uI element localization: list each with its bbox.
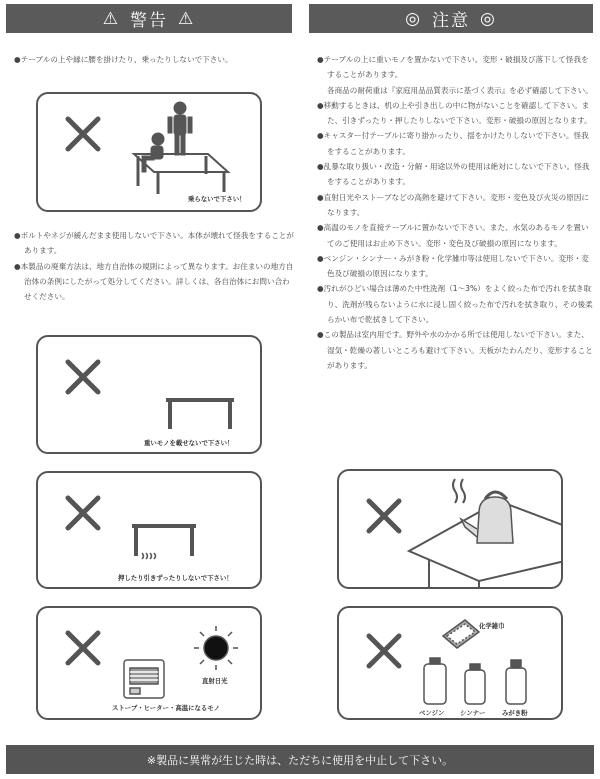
- caution-notes: [317, 52, 595, 373]
- note-item: ●移動するときは、机の上や引き出しの中に物がないことを確認して下さい。また、引きずったり・押したりしないで下さい。変形・破損の原因となります。: [317, 100, 592, 126]
- hot-item-illustration: [337, 469, 563, 589]
- caution-title: 注意: [432, 11, 470, 31]
- table-with-people-icon: [134, 102, 228, 194]
- prohibited-x-icon: [68, 633, 98, 663]
- polish-caption: みがき粉: [502, 709, 528, 717]
- drag-motion-icon: [142, 553, 156, 559]
- no-heavy-drawing: [38, 337, 262, 454]
- note-item: ●汚れがひどい場合は薄めた中性洗剤（1～3%）をよく絞った布で汚れを拭き取り、洗剤が残らないように水に浸し固く絞った布で汚れを拭き取り、その後柔らかい布で乾拭きして下さい。: [317, 284, 593, 325]
- warning-header: [6, 4, 292, 33]
- polish-bottle-icon: [506, 660, 526, 704]
- caution-header: [309, 4, 593, 33]
- table-icon: [166, 400, 234, 429]
- note-item: ●本製品の廃棄方法は、地方自治体の規則によって異なります。お住まいの地方自治体の条例にしたがって処分してください。詳しくは、各自治体にお問い合わせください。: [14, 261, 294, 302]
- warning-notes-bottom: [14, 228, 296, 304]
- note-item: ●乱暴な取り扱い・改造・分解・用途以外の使用は絶対にしないで下さい。怪我をすることがあります。: [317, 162, 590, 187]
- hot-item-drawing: [339, 471, 563, 589]
- warning-notes-top: [14, 52, 296, 67]
- thinner-caption: シンナー: [460, 709, 486, 717]
- footer-text: ※製品に異常が生じた時は、ただちに使用を中止して下さい。: [146, 753, 454, 767]
- heat-source-illustration: [36, 606, 262, 720]
- steam-icon: [453, 479, 465, 503]
- note-item: ●ボルトやネジが緩んだまま使用しないで下さい。本体が壊れて怪我をすることがあります。: [14, 231, 294, 256]
- warning-title: 警告: [130, 11, 168, 31]
- sun-icon: [194, 626, 238, 670]
- caution-icon: ◎: [480, 8, 497, 29]
- note-item: ●この製品は室内用です。野外や水のかかる所では使用しないで下さい。また、湿気・乾燥の著しいところも避けて下さい。天板がたわんだり、変形することがあります。: [317, 330, 593, 370]
- chemical-cloth-caption: 化学雑巾: [479, 622, 505, 630]
- note-item: ●キャスター付テーブルに寄り掛かったり、揺をかけたりしないで下さい。怪我をすることがあります。: [317, 131, 589, 156]
- chemical-illustration: [337, 606, 563, 720]
- note-item: ●テーブルの上に重いモノを置かないで下さい。変形・破損及び落下して怪我をすることがあります。: [317, 55, 589, 80]
- note-item: ●直射日光やストーブなどの高熱を避けて下さい。変形・変色及び火災の原因になります。: [317, 192, 590, 217]
- no-push-drawing: [38, 473, 262, 589]
- no-sitting-caption: 乗らないで下さい！: [188, 195, 246, 203]
- warning-icon: ⚠: [102, 8, 120, 29]
- prohibited-x-icon: [68, 498, 98, 528]
- no-heavy-caption: 重いモノを載せないで下さい！: [144, 439, 234, 447]
- note-item: ●高温のモノを直接テーブルに置かないで下さい。また、水気のあるモノを置いてのご使用はお止め下さい。変形・変色及び破損の原因になります。: [317, 223, 589, 248]
- prohibited-x-icon: [369, 501, 399, 531]
- no-push-caption: 押したり引きずったりしないで下さい！: [118, 574, 233, 582]
- no-sitting-illustration: [36, 92, 262, 212]
- benzine-bottle-icon: [424, 658, 446, 704]
- no-push-illustration: [36, 471, 262, 589]
- thinner-bottle-icon: [465, 664, 485, 704]
- heat-source-caption: ストーブ・ヒーター・高温になるモノ: [112, 704, 220, 712]
- chemical-cloth-icon: [443, 620, 479, 648]
- footer-notice: [6, 745, 594, 774]
- prohibited-x-icon: [68, 119, 98, 149]
- note-item: ●ベンジン・シンナー・みがき粉・化学雑巾等は使用しないで下さい。変形・変色及び破損の原因になります。: [317, 253, 589, 279]
- caution-icon: ◎: [405, 8, 422, 29]
- prohibited-x-icon: [68, 362, 98, 392]
- note-item: 各商品の耐荷重は『家庭用品品質表示に基づく表示』を必ず確認して下さい。: [327, 85, 593, 95]
- warning-icon: ⚠: [178, 8, 196, 29]
- benzine-caption: ベンジン: [419, 709, 445, 717]
- stove-icon: [124, 660, 164, 698]
- chemical-drawing: [339, 608, 563, 720]
- sunlight-caption: 直射日光: [202, 677, 228, 685]
- prohibited-x-icon: [369, 636, 399, 666]
- note-item: ●テーブルの上や縁に腰を掛けたり、乗ったりしないで下さい。: [14, 55, 233, 64]
- table-icon: [132, 526, 196, 556]
- no-heavy-illustration: [36, 335, 262, 454]
